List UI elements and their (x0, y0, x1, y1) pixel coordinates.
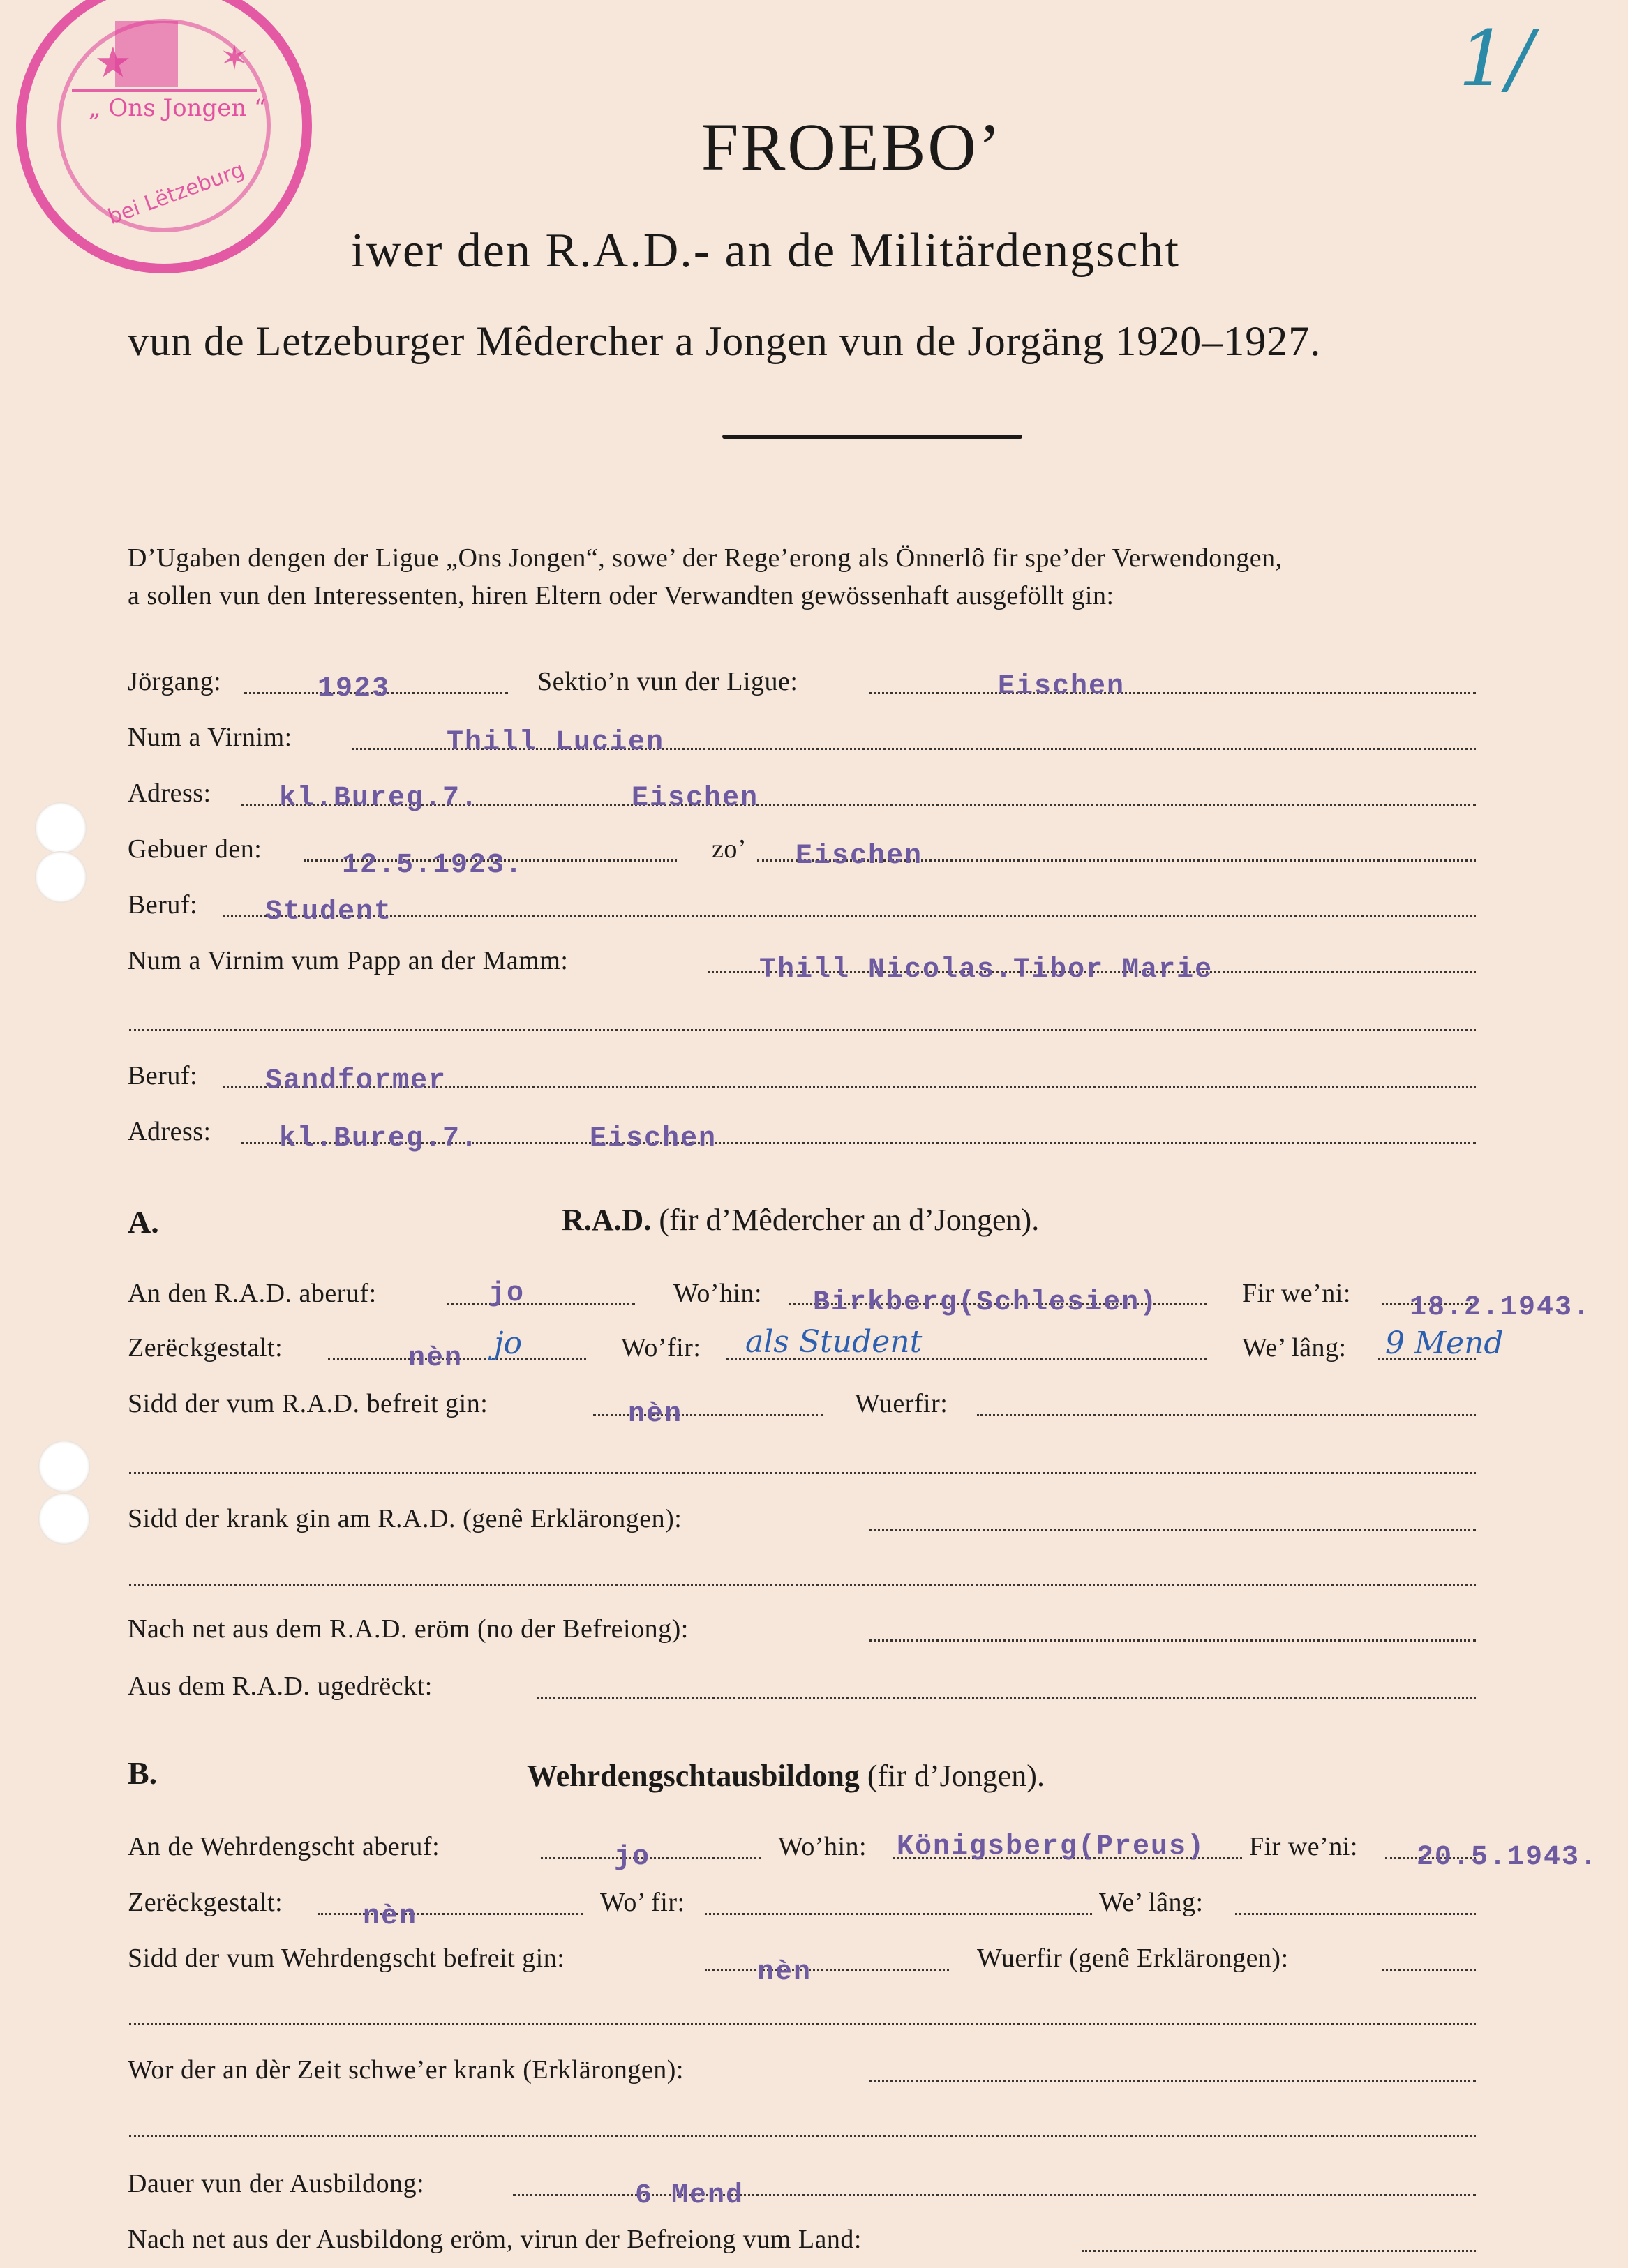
punch-hole (35, 802, 87, 854)
rad-zereck-value: nèn (408, 1343, 463, 1374)
rad-ugedreckt-label: Aus dem R.A.D. ugedrëckt: (128, 1672, 433, 1701)
adress-town: Eischen (632, 783, 759, 814)
section-b-title-bold: Wehrdengschtausbildong (527, 1759, 860, 1793)
intro-line-2: a sollen vun den Interessenten, hiren Eltern oder Verwandten gewössenhaft ausgeföllt gin: (128, 581, 1114, 610)
wd-krank-line-2 (129, 2135, 1476, 2137)
form-subtitle-2: vun de Letzeburger Mêdercher a Jongen vun de Jorgäng 1920–1927. (128, 318, 1322, 364)
section-b-title-rest: (fir d’Jongen). (867, 1759, 1045, 1793)
wd-dauer-value: 6 Mend (635, 2180, 745, 2211)
sektion-line (869, 692, 1476, 694)
association-stamp (10, 0, 318, 279)
form-title: FROEBO’ (701, 110, 1003, 184)
rad-wuerfir-line (977, 1414, 1476, 1416)
wd-befreit-value: nèn (757, 1957, 812, 1988)
rad-wofir-handwritten: als Student (745, 1324, 923, 1360)
title-rule (722, 435, 1022, 439)
wd-zereck-line (318, 1913, 583, 1915)
rad-zereck-handwritten: jo (494, 1325, 523, 1361)
rad-zereck-label: Zerëckgestalt: (128, 1333, 283, 1362)
svg-text:✶: ✶ (220, 38, 249, 78)
wd-nach-line (1082, 2250, 1476, 2252)
wd-dauer-label: Dauer vun der Ausbildong: (128, 2169, 425, 2198)
wd-wofir-line (705, 1913, 1092, 1915)
gebuer-value: 12.5.1923. (342, 850, 524, 881)
wd-welang-line (1235, 1913, 1476, 1915)
wd-befreit-line (705, 1969, 949, 1971)
punch-hole (38, 1441, 90, 1492)
intro-line-1: D’Ugaben dengen der Ligue „Ons Jongen“, sowe’ der Rege’erong als Önnerlô fir spe’der Verwendongen, (128, 543, 1283, 573)
wd-krank-line (869, 2080, 1476, 2082)
gebuer-label: Gebuer den: (128, 834, 262, 864)
rad-krank-line (869, 1529, 1476, 1531)
rad-krank-line-2 (129, 1584, 1476, 1586)
rad-ugedreckt-line (537, 1697, 1476, 1699)
wd-firweni-value: 20.5.1943. (1417, 1842, 1599, 1873)
svg-text:★: ★ (94, 38, 132, 87)
jorgang-label: Jörgang: (128, 667, 222, 696)
adress-value: kl.Bureg.7. (279, 783, 479, 814)
rad-aberuf-line (447, 1303, 635, 1305)
rad-welang-label: We’ lâng: (1242, 1333, 1347, 1362)
form-subtitle: iwer den R.A.D.- an de Militärdengscht (351, 224, 1180, 278)
section-a-letter: A. (128, 1204, 159, 1240)
section-a-title-rest: (fir d’Mêdercher an d’Jongen). (659, 1203, 1040, 1237)
section-a-title-bold: R.A.D. (562, 1203, 652, 1237)
rad-welang-handwritten: 9 Mend (1385, 1325, 1504, 1361)
rad-aberuf-label: An den R.A.D. aberuf: (128, 1279, 377, 1308)
zo-label: zo’ (712, 834, 747, 864)
rad-firweni-value: 18.2.1943. (1410, 1292, 1592, 1323)
wd-wohin-value: Königsberg(Preus) (897, 1831, 1206, 1863)
rad-krank-label: Sidd der krank gin am R.A.D. (genê Erklärongen): (128, 1504, 682, 1533)
wd-wuerfir-line-2 (129, 2023, 1476, 2025)
adress-label: Adress: (128, 779, 211, 808)
wd-firweni-label: Fir we’ni: (1249, 1832, 1358, 1861)
wd-wuerfir-line (1382, 1969, 1476, 1971)
rad-wofir-label: Wo’fir: (621, 1333, 701, 1362)
stamp-bottom-text: bei Lëtzeburg (105, 158, 248, 230)
eltern-adress-label: Adress: (128, 1117, 211, 1146)
stamp-text: „ Ons Jongen “ (89, 94, 267, 122)
beruf-label: Beruf: (128, 890, 198, 919)
punch-hole (35, 851, 87, 903)
beruf-value: Student (265, 896, 393, 928)
punch-hole (38, 1493, 90, 1545)
eltern-line-2 (129, 1029, 1476, 1031)
wd-welang-label: We’ lâng: (1099, 1888, 1204, 1917)
wd-wohin-label: Wo’hin: (778, 1832, 867, 1861)
num-label: Num a Virnim: (128, 723, 292, 752)
wd-zereck-label: Zerëckgestalt: (128, 1888, 283, 1917)
eltern-beruf-label: Beruf: (128, 1061, 198, 1090)
page-number: 1/ (1458, 14, 1534, 103)
section-b-title (527, 1758, 1045, 1794)
rad-wohin-label: Wo’hin: (673, 1279, 763, 1308)
rad-befreit-value: nèn (628, 1399, 683, 1430)
wd-wuerfir-label: Wuerfir (genê Erklärongen): (977, 1944, 1289, 1973)
eltern-beruf-value: Sandformer (265, 1065, 447, 1097)
wd-aberuf-line (541, 1857, 761, 1859)
rad-wuerfir-line-2 (129, 1472, 1476, 1474)
rad-befreit-label: Sidd der vum R.A.D. befreit gin: (128, 1389, 488, 1418)
wd-befreit-label: Sidd der vum Wehrdengscht befreit gin: (128, 1944, 565, 1973)
eltern-label: Num a Virnim vum Papp an der Mamm: (128, 946, 569, 975)
beruf-line (223, 915, 1476, 917)
sektion-label: Sektio’n vun der Ligue: (537, 667, 798, 696)
wd-wofir-label: Wo’ fir: (600, 1888, 685, 1917)
zo-value: Eischen (796, 841, 923, 872)
wd-krank-label: Wor der an dèr Zeit schwe’er krank (Erklärongen): (128, 2055, 684, 2085)
wd-aberuf-value: jo (614, 1842, 651, 1873)
wd-aberuf-label: An de Wehrdengscht aberuf: (128, 1832, 440, 1861)
rad-wuerfir-label: Wuerfir: (855, 1389, 948, 1418)
rad-wohin-value: Birkberg(Schlesien) (813, 1287, 1158, 1319)
wd-zereck-value: nèn (363, 1901, 418, 1932)
num-value: Thill Lucien (447, 727, 665, 758)
rad-firweni-label: Fir we’ni: (1242, 1279, 1351, 1308)
eltern-value: Thill Nicolas.Tibor Marie (759, 954, 1213, 986)
section-b-letter: B. (128, 1755, 158, 1791)
sektion-value: Eischen (998, 671, 1126, 703)
section-a-title (562, 1202, 1039, 1238)
rad-aberuf-value: jo (488, 1278, 525, 1309)
rad-nach-line (869, 1639, 1476, 1642)
jorgang-value: 1923 (318, 673, 391, 705)
rad-nach-label: Nach net aus dem R.A.D. eröm (no der Befreiong): (128, 1614, 689, 1644)
eltern-adress-value: kl.Bureg.7. (279, 1123, 479, 1155)
wd-nach-label: Nach net aus der Ausbildong eröm, virun der Befreiong vum Land: (128, 2225, 862, 2254)
eltern-adress-town: Eischen (590, 1123, 717, 1155)
